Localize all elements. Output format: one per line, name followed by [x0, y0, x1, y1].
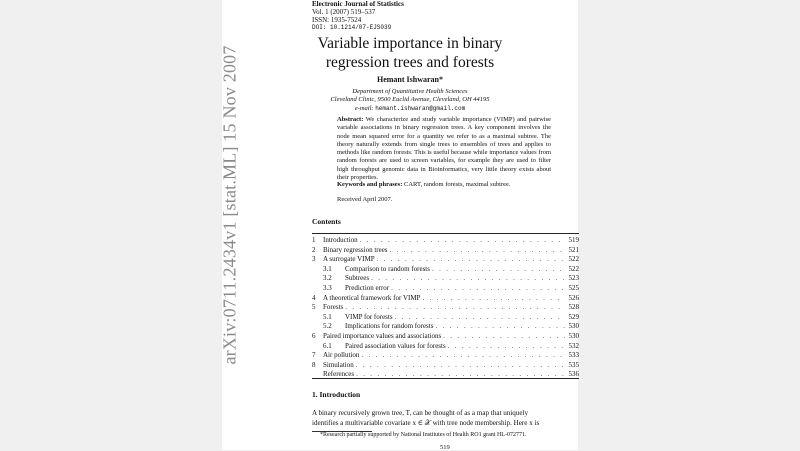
toc-entry-page: 530	[568, 331, 579, 340]
journal-doi: DOI: 10.1214/07-EJS039	[312, 24, 392, 31]
toc-entry[interactable]	[312, 322, 579, 332]
toc-entry-page: 535	[568, 360, 579, 369]
toc-leader-dots	[432, 265, 565, 275]
toc-entry-number: 6.1	[323, 341, 332, 350]
toc-entry-title: A surrogate VIMP	[323, 255, 375, 264]
toc-entry[interactable]	[312, 236, 579, 246]
toc-entry-page: 530	[568, 322, 579, 331]
toc-leader-dots	[395, 313, 565, 323]
introduction-heading: 1. Introduction	[312, 390, 361, 399]
toc-leader-dots	[422, 294, 565, 304]
email-address: hemant.ishwaran@gmail.com	[375, 104, 466, 112]
toc-entry-title: Comparison to random forests	[345, 264, 430, 273]
toc-leader-dots	[371, 274, 565, 284]
toc-entry-title: References	[323, 370, 355, 379]
toc-entry-number: 3.1	[323, 264, 332, 273]
title-line-2: regression trees and forests	[325, 54, 495, 71]
toc-leader-dots	[360, 236, 565, 246]
toc-entry[interactable]	[312, 284, 579, 294]
toc-entry-page: 536	[568, 370, 579, 379]
arxiv-identifier: arXiv:0711.2434v1 [stat.ML] 15 Nov 2007	[219, 45, 240, 365]
toc-entry-page: 521	[568, 245, 579, 254]
toc-entry-page: 533	[568, 351, 579, 360]
journal-volume: Vol. 1 (2007) 519–537	[312, 8, 376, 16]
received-date: Received April 2007.	[337, 196, 393, 203]
toc-entry-number: 5.1	[323, 312, 332, 321]
toc-entry-number: 2	[312, 245, 316, 254]
toc-entry[interactable]	[312, 274, 579, 284]
toc-entry-page: 522	[568, 255, 579, 264]
toc-entry-title: A theoretical framework for VIMP	[323, 293, 421, 302]
toc-entry-title: Paired importance values and associations	[323, 331, 442, 340]
intro-line-1: A binary recursively grown tree, T, can be thought of as a map that uniquely	[312, 409, 529, 417]
arxiv-sidebar	[215, 45, 245, 365]
paper-title	[260, 34, 560, 72]
toc-entry-title: VIMP for forests	[345, 312, 393, 321]
toc-entry-title: Subtrees	[345, 274, 370, 283]
toc-leader-dots	[345, 303, 565, 313]
affiliation-line-2: Cleveland Clinic, 9500 Euclid Avenue, Cleveland, OH 44195	[330, 96, 490, 104]
toc-entry[interactable]	[312, 255, 579, 265]
abstract-text: We characterize and study variable importance (VIMP) and pairwise variable associations in binary regression trees. A key component involves the node mean squared error for a quantity we refer to as a maximal subtree. The theory naturally extends from single trees to ensembles of trees and applies to methods like random forests. This is useful because while importance values from random forests are used to screen variables, for example they are used to filter high throughput genomic data in Bioinformatics, very little theory exists about their properties.	[337, 116, 551, 182]
keywords-text: CART, random forests, maximal subtree.	[404, 181, 511, 188]
toc-leader-dots	[443, 332, 565, 342]
toc-bottom-rule	[312, 378, 579, 379]
table-of-contents	[312, 236, 579, 380]
toc-entry[interactable]	[312, 332, 579, 342]
toc-leader-dots	[435, 322, 565, 332]
toc-entry-page: 529	[568, 312, 579, 321]
toc-leader-dots	[356, 361, 565, 371]
page-number: 519	[440, 444, 450, 451]
toc-entry[interactable]	[312, 342, 579, 352]
toc-entry[interactable]	[312, 351, 579, 361]
toc-entry-number: 3.2	[323, 274, 332, 283]
toc-leader-dots	[391, 284, 565, 294]
toc-leader-dots	[390, 246, 565, 256]
toc-entry[interactable]	[312, 361, 579, 371]
toc-entry-number: 7	[312, 351, 316, 360]
abstract-label: Abstract:	[337, 116, 364, 123]
toc-entry-title: Prediction error	[345, 283, 390, 292]
toc-entry-page: 519	[568, 236, 579, 244]
journal-name: Electronic Journal of Statistics	[312, 0, 404, 8]
toc-leader-dots	[361, 351, 565, 361]
toc-entry[interactable]	[312, 313, 579, 323]
toc-entry-number: 3.3	[323, 283, 332, 292]
toc-top-rule	[312, 233, 579, 234]
toc-entry-title: Simulation	[323, 360, 354, 369]
toc-entry-title: Introduction	[323, 236, 358, 244]
toc-entry-number: 3	[312, 255, 316, 264]
abstract	[337, 116, 551, 182]
author-name: Hemant Ishwaran*	[376, 75, 443, 84]
toc-entry-number: 5.2	[323, 322, 332, 331]
introduction-text	[312, 408, 579, 428]
toc-leader-dots	[448, 342, 565, 352]
toc-entry-number: 8	[312, 360, 316, 369]
toc-entry-number: 4	[312, 293, 316, 302]
email-line	[260, 105, 560, 113]
toc-entry-title: Paired association values for forests	[345, 341, 446, 350]
toc-entry-page: 522	[568, 264, 579, 273]
toc-entry-title: Implications for random forests	[345, 322, 434, 331]
toc-leader-dots	[377, 255, 565, 265]
toc-entry-number: 1	[312, 236, 316, 244]
footnote: *Research partially supported by National Institutes of Health RO1 grant HL-072771.	[320, 432, 527, 438]
toc-entry-page: 525	[568, 283, 579, 292]
toc-entry[interactable]	[312, 294, 579, 304]
toc-entry-title: Binary regression trees	[323, 245, 388, 254]
journal-issn: ISSN: 1935-7524	[312, 16, 362, 24]
affiliation	[260, 88, 560, 113]
contents-heading: Contents	[312, 217, 341, 226]
toc-entry-page: 526	[568, 293, 579, 302]
title-line-1: Variable importance in binary	[317, 35, 503, 52]
keywords	[337, 181, 551, 189]
toc-entry-page: 532	[568, 341, 579, 350]
toc-entry-page: 528	[568, 303, 579, 312]
intro-line-2: identifies a multivariable covariate x ∈ 𝒳 with tree node membership. Here x is	[312, 419, 540, 427]
toc-entry-number: 6	[312, 331, 316, 340]
toc-entry-page: 523	[568, 274, 579, 283]
toc-entry-title: Air pollution	[323, 351, 360, 360]
journal-header	[312, 0, 404, 32]
toc-entry-number: 5	[312, 303, 316, 312]
affiliation-line-1: Department of Quantitative Health Sciences	[352, 88, 468, 95]
toc-entry[interactable]	[312, 246, 579, 256]
toc-entry[interactable]	[312, 303, 579, 313]
email-label: e-mail:	[354, 104, 374, 112]
toc-entry-title: Forests	[323, 303, 344, 312]
toc-entry[interactable]	[312, 265, 579, 275]
keywords-label: Keywords and phrases:	[337, 181, 403, 188]
